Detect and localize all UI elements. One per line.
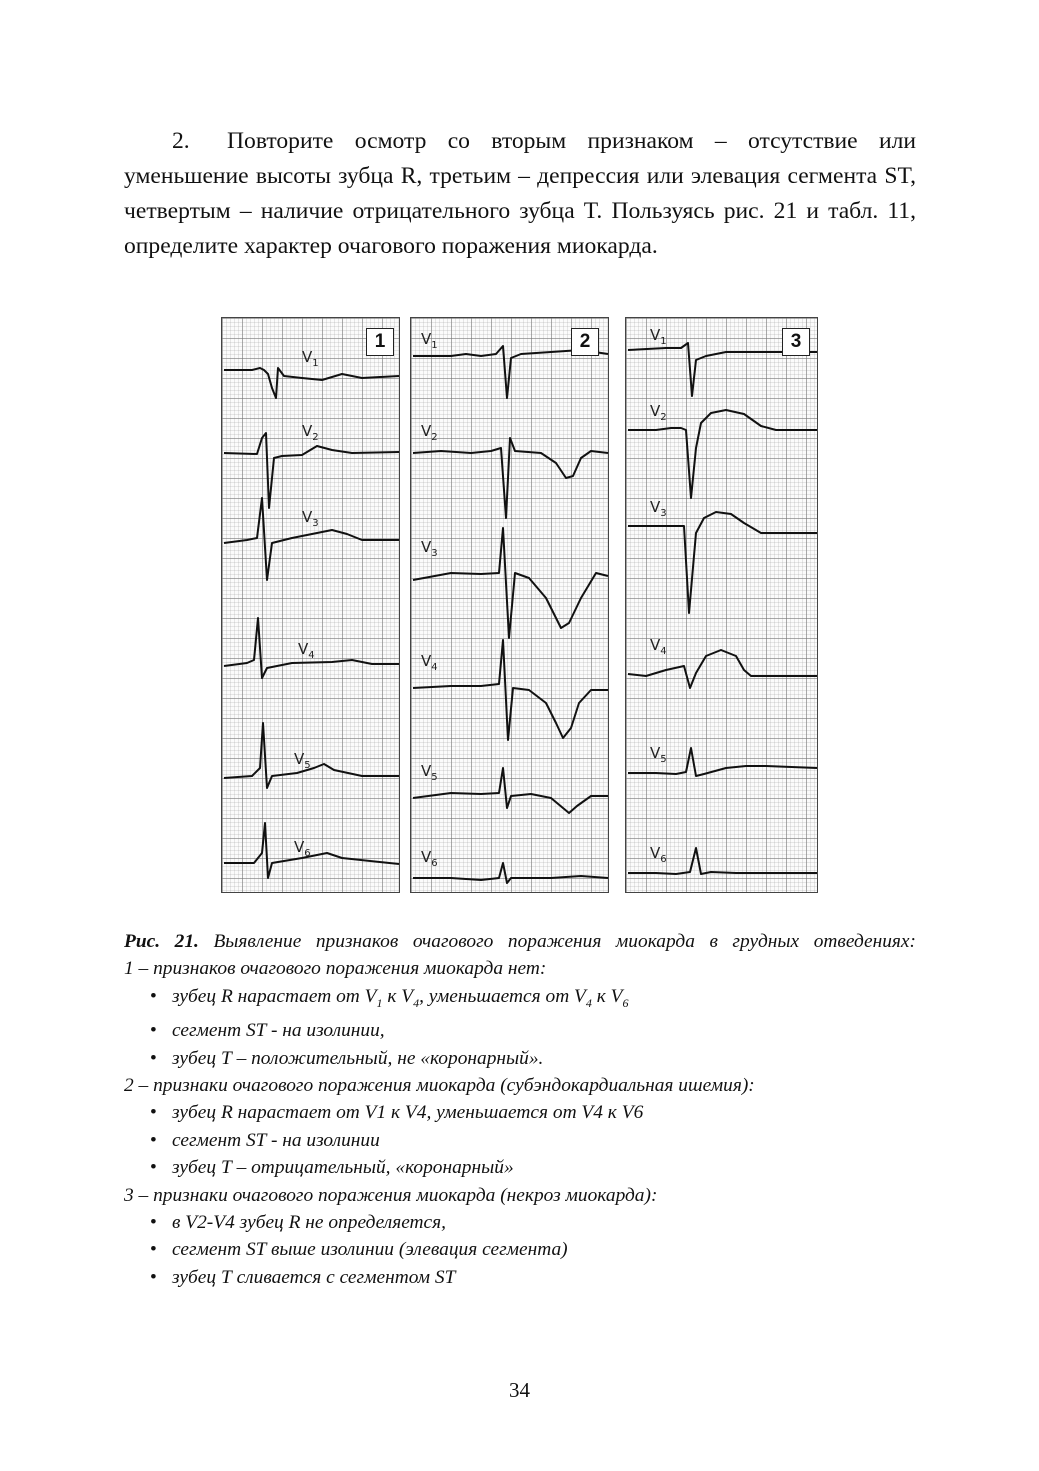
caption-group-list-1: [124, 983, 916, 1072]
panel-number-2: 2: [571, 328, 599, 356]
ecg-trace-panel-1-v6: [224, 823, 399, 878]
paragraph-text: Повторите осмотр со вторым признаком – отсутствие или уменьшение высоты зубца R, третьим – депрессия или элевация сегмента ST, четвертым – наличие отрицательного зубца T. Пользуясь рис. 21 и табл. 11, определите характер очагового поражения миокарда.: [124, 128, 916, 259]
ecg-trace-panel-2-v4: [413, 640, 608, 740]
ecg-panel-1: [221, 317, 400, 893]
list-item: • сегмент ST - на изолинии,: [150, 1017, 916, 1044]
lead-label-v2: $V_2$: [650, 402, 667, 423]
lead-label-v6: $V_6$: [650, 844, 667, 865]
panel-number-3: 3: [782, 328, 810, 356]
lead-label-v6: $V_6$: [421, 848, 438, 869]
lead-label-v6: $V_6$: [294, 838, 311, 859]
lead-label-v4: $V_4$: [298, 640, 315, 661]
lead-label-v1: $V_1$: [421, 330, 438, 351]
panel-number-1: 1: [366, 328, 394, 356]
lead-label-v1: $V_1$: [650, 326, 667, 347]
lead-label-v5: $V_5$: [421, 762, 438, 783]
ecg-trace-panel-2-v2: [413, 438, 608, 518]
lead-label-v1: $V_1$: [302, 348, 319, 369]
lead-label-v5: $V_5$: [294, 750, 311, 771]
ecg-trace-panel-1-v5: [224, 723, 399, 788]
ecg-trace-panel-2-v3: [413, 528, 608, 638]
ecg-trace-panel-2-v6: [413, 863, 608, 883]
list-item: • зубец Т – отрицательный, «коронарный»: [150, 1154, 916, 1181]
lead-label-v2: $V_2$: [421, 422, 438, 443]
lead-label-v2: $V_2$: [302, 422, 319, 443]
lead-label-v4: $V_4$: [650, 636, 667, 657]
caption-group-heading-2: 2 – признаки очагового поражения миокарда (субэндокардиальная ишемия):: [124, 1074, 755, 1096]
lead-label-v4: $V_4$: [421, 652, 438, 673]
lead-label-v3: $V_3$: [302, 508, 319, 529]
ecg-trace-panel-1-v2: [224, 433, 399, 508]
figure-caption: [124, 928, 916, 1291]
list-item: • зубец R нарастает от V1 к V4, уменьшается от V4 к V6: [150, 1099, 916, 1126]
ecg-panel-2: [410, 317, 609, 893]
caption-group-heading-1: 1 – признаков очагового поражения миокарда нет:: [124, 958, 547, 980]
ecg-trace-panel-1-v1: [224, 368, 399, 398]
ecg-traces-panel-2: [411, 318, 610, 894]
list-item: • зубец R нарастает от $V_1$ к $V_4$, уменьшается от $V_4$ к $V_6$: [150, 983, 916, 1017]
ecg-trace-panel-3-v2: [628, 410, 817, 498]
lead-label-v5: $V_5$: [650, 744, 667, 765]
caption-title-line: [124, 928, 916, 955]
caption-group-heading-3: 3 – признаки очагового поражения миокарда (некроз миокарда):: [124, 1184, 658, 1206]
page-number: 34: [509, 1378, 530, 1402]
list-item: • в V2-V4 зубец R не определяется,: [150, 1209, 916, 1236]
ecg-trace-panel-3-v3: [628, 512, 817, 613]
caption-group-list-3: [124, 1209, 916, 1291]
caption-group-list-2: [124, 1099, 916, 1181]
paragraph-number: 2.: [172, 128, 190, 154]
caption-title: Выявление признаков очагового поражения миокарда в грудных отведениях:: [213, 931, 916, 952]
list-item: • зубец Т – положительный, не «коронарный».: [150, 1045, 916, 1072]
lead-label-v3: $V_3$: [650, 498, 667, 519]
list-item: • зубец Т сливается с сегментом ST: [150, 1264, 916, 1291]
ecg-figure: [221, 317, 818, 895]
lead-label-v3: $V_3$: [421, 538, 438, 559]
instruction-paragraph: [124, 124, 916, 264]
list-item: • сегмент ST выше изолинии (элевация сегмента): [150, 1236, 916, 1263]
ecg-trace-panel-2-v5: [413, 768, 608, 813]
ecg-panel-3: [625, 317, 818, 893]
caption-label: Рис. 21.: [124, 931, 199, 952]
ecg-traces-panel-1: [222, 318, 401, 894]
list-item: • сегмент ST - на изолинии: [150, 1127, 916, 1154]
